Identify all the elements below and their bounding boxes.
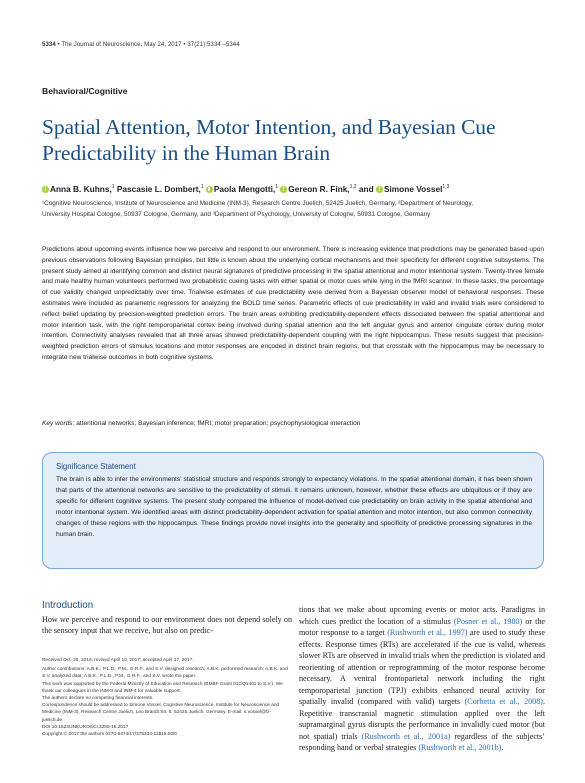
author-name: Gereon R. Fink,: [288, 184, 350, 194]
keywords-text: attentional networks; Bayesian inference; fMRI; motor preparation; psychophysiological interaction: [76, 420, 361, 427]
orcid-icon[interactable]: [206, 186, 213, 193]
author-name: Pascasie L. Dombert,: [116, 184, 201, 194]
author-name: Anna B. Kuhns,: [50, 184, 112, 194]
orcid-icon[interactable]: [280, 186, 287, 193]
journal-name: The Journal of Neuroscience, May 24, 2017: [61, 41, 182, 48]
author-entry[interactable]: Gereon R. Fink,$^{1,2}$: [280, 184, 356, 194]
author-entry[interactable]: Simone Vossel$^{1,3}$: [376, 184, 449, 194]
article-footnotes: [42, 657, 292, 738]
page-number: 5334: [42, 41, 56, 48]
citation-link[interactable]: (Rushworth et al., 2001a): [361, 731, 451, 741]
introduction-text: How we perceive and respond to our environment does not depend solely on the sensory input that we receive, but also on predic-: [42, 615, 292, 636]
article-title: Spatial Attention, Motor Intention, and Bayesian Cue Predictability in the Human Brain: [42, 115, 496, 165]
significance-statement-box: [42, 452, 544, 569]
citation-link[interactable]: (Rushworth et al., 1997): [387, 628, 468, 637]
citation-link[interactable]: (Rushworth et al., 2001b): [418, 743, 502, 752]
citation-link[interactable]: (Posner et al., 1980): [453, 616, 523, 626]
author-entry[interactable]: Paola Mengotti,$^1$: [206, 184, 278, 194]
volume-pages: 37(21):5334 –5344: [187, 41, 240, 48]
author-entry[interactable]: Pascasie L. Dombert,$^1$: [116, 184, 204, 194]
author-name: Paola Mengotti,: [213, 184, 276, 194]
affiliations: [42, 198, 562, 220]
footnote-received: Received Oct. 28, 2016; revised April 10, 2017; accepted April 17, 2017.: [42, 658, 194, 663]
footnote-funding: This work was supported by the Federal Ministry of Education and Research (BMBF Grant 01GQ1401 to S.V.). We thank our colleagues in the INM-3 and INM-4 for valuable support.: [42, 681, 283, 694]
citation-link[interactable]: (Corbetta et al., 2008): [464, 697, 543, 706]
author-conjunction: and: [358, 184, 374, 194]
footnote-correspondence[interactable]: Correspondence should be addressed to Simone Vossel, Cognitive Neuroscience, Institute for Neuroscience and Medicine (INM-3), Research Centre Juelich, Leo Brandt Str. 5, 52425 Juelich, Germany. E-mail: s.vossel@fz-juelich.de.: [42, 703, 280, 723]
footnote-doi[interactable]: DOI:10.1523/JNEUROSCI.3255-16.2017: [42, 724, 129, 730]
running-head: 5334 • The Journal of Neuroscience, May 24, 2017 • 37(21):5334 –5344: [42, 41, 240, 48]
orcid-icon[interactable]: [42, 186, 49, 193]
footnote-contributions: Author contributions: A.B.K., P.L.D., P.M., G.R.F., and S.V. designed research; A.B.K. performed research; A.B.K. and S.V. analyzed data; A.B.K., P.L.D., P.M., G.R.F., and S.V. wrote the paper.: [42, 667, 288, 680]
footnote-conflict: The authors declare no competing financial interests.: [42, 696, 154, 702]
abstract: Predictions about upcoming events influence how we perceive and respond to our environment. There is increasing evidence that predictions may be generated based upon previous observations following Bayesian principles, but little is known about the underlying cortical mechanisms and their specificity for different cognitive subsystems. The present study aimed at identifying common and distinct neural signatures of predictive processing in the spatial attentional and motor intentional system. Twenty-three female and male healthy human volunteers performed two probabilistic cueing tasks with either spatial or motor cues while lying in the fMRI scanner. In these tasks, the percentage of cue validity changed unpredictably over time. Trialwise estimates of cue predictability were derived from a Bayesian observer model of behavioral responses. These estimates were included as parametric regressors for analyzing the BOLD time series. Parametric effects of cue predictability in valid and invalid trials were considered to reflect belief updating by precision-weighted prediction errors. The brain areas exhibiting predictability-dependent effects dissociated between the spatial attentional and motor intention task, with the right temporoparietal cortex being involved during spatial attention and the left angular gyrus and anterior cingulate cortex during motor intention. Connectivity analyses revealed that all three areas showed predictability-dependent coupling with the right hippocampus. These results suggest that precision-weighted prediction errors of stimulus locations and motor responses are encoded in distinct brain regions, but that crosstalk with the hippocampus may be necessary to integrate new trialwise outcomes in both cognitive systems.: [42, 246, 544, 361]
keywords: [42, 420, 360, 427]
affiliation-line: ¹Cognitive Neuroscience, Institute of Neuroscience and Medicine (INM-3), Research Centre Juelich, 52425 Juelich, Germany, ²Department of Neurology,: [42, 200, 473, 207]
section-label: Behavioral/Cognitive: [42, 86, 128, 96]
orcid-icon[interactable]: [376, 186, 383, 193]
author-list: [42, 184, 552, 194]
author-name: Simone Vossel: [383, 184, 443, 194]
introduction-continued-text: tions that we make about upcoming events or motor acts. Paradigms in which cues predict the location of a stimulus (Posner et al., 1980) or the motor response to a target (Rushworth et al., 1997) are used to study these effects. Response times (RTs) are accelerated if the cue is valid, whereas slower RTs are observed in invalid trials when the prediction is violated and reorienting of attention or reprogramming of the motor response become necessary. A ventral frontoparietal network including the right temporoparietal junction (TPJ) exhibits enhanced neural activity for spatially invalid (compared with valid) targets (Corbetta et al., 2008). Repetitive transcranial magnetic stimulation applied over the left supramarginal gyrus disrupts the performance in invalidly cued motor (but not spatial) trials (Rushworth et al., 2001a) regardless of the subjects’ responding hand or verbal strategies (Rushworth et al., 2001b).: [299, 605, 546, 752]
significance-title: Significance Statement: [56, 462, 136, 471]
keywords-label: Key words:: [42, 420, 75, 427]
author-entry[interactable]: Anna B. Kuhns,$^1$: [42, 184, 115, 194]
footnote-copyright: Copyright © 2017 the authors 0270-6474/17/375334-11$15.00/0: [42, 732, 177, 738]
introduction-heading: Introduction: [42, 600, 94, 611]
significance-text: The brain is able to infer the environments’ statistical structure and responds strongly to expectancy violations. In the spatial attentional domain, it has been shown that parts of the attentional networks are sensitive to the predictability of stimuli. It remains unknown, however, whether these effects are ubiquitous or if they are specific for different cognitive systems. The present study compared the influence of model-derived cue predictability on brain activity in the spatial attentional and motor intentional system. We identified areas with distinct predictability-dependent activation for spatial attention and motor intention, but also common connectivity changes of these regions with the hippocampus. These findings provide novel insights into the generality and specificity of predictive processing signatures in the human brain.: [56, 476, 532, 538]
affiliation-line: University Hospital Cologne, 50937 Cologne, Germany, and ³Department of Psychology, University of Cologne, 50931 Cologne, Germany: [42, 211, 431, 218]
